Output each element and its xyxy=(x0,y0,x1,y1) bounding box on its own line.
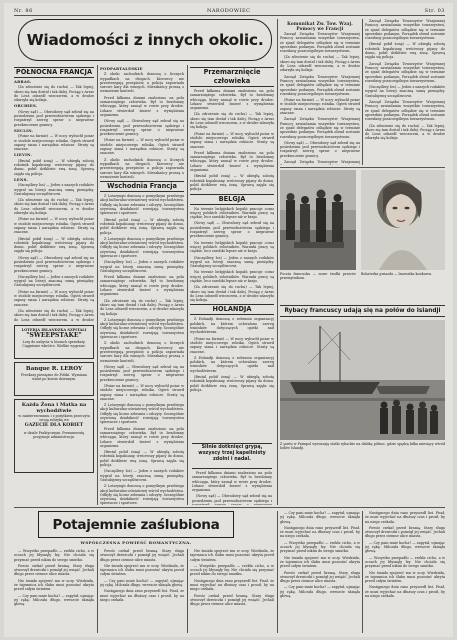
feature-subtitle: WSPÓŁCZESNA POWIEŚĆ ROMANTYCZNA. xyxy=(80,540,192,545)
silnie-body xyxy=(192,471,272,505)
article-text: (Nowy sąd) — Obwodowy sąd zebrał się na posiedzeniu pod przewodnictwem sędziego i rozpatrzył szereg spraw o nieprawne przekroczenie granicy. xyxy=(14,255,94,273)
article-text: (Brutal pobił żonę) — W ubiegłą sobotę robotnik kopalniany, wróciwszy pijany do domu, pobił dotkliwie swą żonę. Sprawą zajęła się policja. xyxy=(365,42,445,60)
header-left: Nr. 86 xyxy=(14,8,33,14)
article-text: Zarząd Związku Towarzystw Wzajemnej Pomocy zawiadamia wszystkie towarzystwa, że zjazd delegatów odbędzie się w terminie uprzednio podanym. Porządek obrad zostanie rozesłany poszczególnym towarzystwom. xyxy=(280,117,360,139)
column-rule xyxy=(362,511,363,633)
article-text: (Nowy sąd) — Obwodowy sąd zebrał się na posiedzeniu pod przewodnictwem sędziego i rozpatrzył szereg spraw o nieprawne przekroczenie granicy. xyxy=(190,221,274,239)
place-name: LIEVIN. xyxy=(14,152,33,158)
photo-customs-officers xyxy=(280,170,356,270)
feature-text: Następnego dnia rano przyszedł list. Pisał, że musi wyjechać na dłuższy czas i prosił, by na niego czekała. xyxy=(280,525,360,539)
article-text: Przed kilkoma dniami znaleziono na polu zamarzniętego człowieka. Był to bezdomny włóczęga, który zasnął w rowie przy drodze. Lekarz stwierdził śmierć z wyziębienia organizmu. xyxy=(190,150,274,173)
photo-portrait xyxy=(361,170,445,270)
article-text: Na terenie belgijskich kopalń pracuje coraz więcej polskich robotników. Warunki pracy są ciężkie, lecz zarobki lepsze niż w kraju. xyxy=(190,206,274,220)
article-text: (Za zdrożenie się do ruchu) — Tak lepiej, skoro się tam dostał i tak dalej. Pociąg z Arras do Lens odszedł wieczorem, a w drodze xyxy=(14,308,94,321)
article-text: Z Holandji donoszą o zebraniu organizacyj polskich, na którem uchwalono szereg wniosków dotyczących opieki nad wychodźstwem. xyxy=(190,355,274,373)
section-title-holandja: HOLANDJA xyxy=(190,304,274,315)
article-text: (Za zdrożenie się do ruchu) — Tak lepiej, skoro się tam dostał i tak dalej. Pociąg z Arras do Lens odszedł wieczorem, a w drodze zdarzyła się kolizja. xyxy=(190,285,274,303)
article-text: (Szczęśliwy los) — Jeden z naszych rodaków wygrał na loterji znaczną sumę pieniędzy. Gratulujemy szczęśliwcowi. xyxy=(14,183,94,196)
article-text: Zarząd Związku Towarzystw Wzajemnej Pomocy zawiadamia wszystkie towarzystwa, że zjazd delegatów odbędzie się w terminie uprzednio podanym. Porządek obrad zostanie rozesłany poszczególnym towarzystwom. xyxy=(280,74,360,96)
caption-photo2 xyxy=(361,272,445,302)
article-text: Zarząd Związku Towarzystw Wzajemnej Pomocy zawiadamia wszystkie towarzystwa, że zjazd delegatów odbędzie się w terminie uprzednio podanym. Porządek obrad zostanie rozesłany poszczególnym towarzystwom. xyxy=(365,61,445,83)
caption-photo3 xyxy=(280,442,445,456)
feature-column-2 xyxy=(100,549,184,633)
column-rule xyxy=(97,65,98,505)
ad-title: Banque R. LEROY xyxy=(25,366,83,372)
ad-top-line: LOTERJA IRLANDZKA SZPITALI xyxy=(21,328,87,332)
article-text: (Brutal pobił żonę) — W ubiegłą sobotę robotnik kopalniany, wróciwszy pijany do domu, pobił dotkliwie swą żonę. Sprawą zajęła się policja. xyxy=(14,158,94,176)
ad-sweepstake xyxy=(14,325,94,359)
feature-text: Następnego dnia rano przyszedł list. Pisał, że musi wyjechać na dłuższy czas i prosił, by na niego czekała. xyxy=(365,511,445,524)
header-center: NARODOWIEC xyxy=(206,8,251,14)
header-right: Str. 03 xyxy=(424,8,445,14)
article-text: (Nowy sąd) — Obwodowy sąd zebrał się na posiedzeniu pod przewodnictwem sędziego i xyxy=(192,494,272,503)
feature-text: Powóz czekał przed bramą. Stary sługa otworzył drzwiczki i pomógł jej wsiąść. Jechali długo przez ciemne ulice miasta. xyxy=(190,593,274,607)
article-text: Z okolic zachodnich donoszą o licznych wypadkach na drogach. Kierowcy nie przestrzegają przepisów, a policja zapowiada surowe kary dla winnych. Mieszkańcy proszą o wzmożenie kontroli. xyxy=(100,157,184,179)
place-name: LENS. xyxy=(14,176,28,182)
feature-text: Powóz czekał przed bramą. Stary sługa otworzył drzwiczki i pomógł jej wsiąść. Jechali długo przez ciemne ulice miasta. xyxy=(14,563,94,577)
photo-fishing-boats xyxy=(280,320,445,440)
article-text: (Pożar na farmie) — W nocy wybuchł pożar w stodole miejscowego rolnika. Ogień strawił zapasy siana i narzędzia rolnicze. Straty są znaczne. xyxy=(14,217,94,235)
caption-photo1 xyxy=(280,272,356,302)
article-text: (Pożar na farmie) — W nocy wybuchł pożar w stodole miejscowego rolnika. Ogień strawił zapasy siana i narzędzia rolnicze. Straty są znaczne. xyxy=(14,134,94,152)
feature-text: — Wszystko przepadło — rzekła cicho, a w oczach jej błysnęły łzy. Nie chciała się przyznać przed nikim do swego smutku. xyxy=(365,555,445,569)
banner-title: Wiadomości z innych okolic. xyxy=(26,31,264,49)
article-text: (Nowy sąd) — Obwodowy sąd zebrał się na posiedzeniu pod przewodnictwem sędziego i rozpatrzył szereg spraw o nieprawne przekroczenie granicy. xyxy=(280,140,360,158)
ad-title: "SWEEPSTAKE" xyxy=(26,332,82,340)
article-text: Z Lotaryngii donoszą o pomyślnym przebiegu akcji kulturalno-oświatowej wśród wychodźstwa. Odbyły się liczne zebrania i odczyty. Szczególnie ożywioną działalność rozwijają towarzystwa śpiewacze i sportowe. xyxy=(100,194,184,216)
ad-lead: Każda Żona i Matka na wychodźtwie xyxy=(21,402,87,414)
feature-text: — Czy pani mnie kocha? — zapytał, ujmując jej rękę. Milczała długo, wreszcie skinęła głową. xyxy=(280,511,360,524)
feature-text: Nie śmiała spojrzeć mu w oczy. Wiedziała, że tajemnica ich ślubu musi pozostać ukryta przed całym światem. xyxy=(280,555,360,569)
article-text: Z Lotaryngii donoszą o pomyślnym przebiegu akcji kulturalno-oświatowej wśród wychodźstwa. Odbyły się liczne zebrania i odczyty. Szczególnie ożywioną działalność rozwijają towarzystwa śpiewacze i sportowe. xyxy=(100,317,184,340)
place-name: ARRAS. xyxy=(14,79,32,84)
article-text: (Szczęśliwy los) — Jeden z naszych rodaków wygrał na loterji znaczną sumę pieniędzy. Gratulujemy szczęśliwcowi. xyxy=(14,274,94,288)
feature-text: Nie śmiała spojrzeć mu w oczy. Wiedziała, że tajemnica ich ślubu musi pozostać ukryta przed całym światem. xyxy=(190,549,274,562)
feature-text: — Wszystko przepadło — rzekła cicho, a w oczach jej błysnęły łzy. Nie chciała się przyznać przed nikim do swego smutku. xyxy=(190,563,274,577)
article-text: Z Lotaryngii donoszą o pomyślnym przebiegu akcji kulturalno-oświatowej wśród wychodźstwa. Odbyły się liczne zebrania i odczyty. Szczególnie ożywioną działalność rozwijają towarzystwa śpiewacze i sportowe. xyxy=(100,403,184,425)
article-text: Z Holandji donoszą o zebraniu organizacyj polskich, na którem uchwalono szereg wniosków dotyczących opieki nad wychodźstwem. xyxy=(190,317,274,335)
ad-after: w dziale Praktycznym. Prenumeratę przyjmuje administracja. xyxy=(23,430,85,439)
article-text: (Szczęśliwy los) — Jeden z naszych rodaków wygrał na loterji znaczną sumę pieniędzy. Gratulujemy szczęśliwcowi. xyxy=(190,255,274,269)
feature-text: Następnego dnia rano przyszedł list. Pisał, że musi wyjechać na dłuższy czas i prosił, by na niego czekała. xyxy=(190,578,274,592)
section-title-przemarznie: Przemarznięcie człowieka xyxy=(190,67,274,87)
feature-text: Następnego dnia rano przyszedł list. Pisał, że musi wyjechać na dłuższy czas i prosił, by na niego czekała. xyxy=(100,589,184,602)
section-title-komunikat: Komunikat Zw. Tow. Wzaj. Pomocy we Francji xyxy=(287,21,353,31)
feature-text: — Czy pani mnie kocha? — zapytał, ujmując jej rękę. Milczała długo, wreszcie skinęła głową. xyxy=(280,585,360,599)
article-text: (Nowy sąd) — Obwodowy sąd zebrał się na posiedzeniu pod przewodnictwem sędziego i rozpatrzył szereg spraw o nieprawne przekroczenie granicy. xyxy=(100,119,184,137)
article-text: Z okolic zachodnich donoszą o licznych wypadkach na drogach. Kierowcy nie przestrzegają przepisów, a policja zapowiada surowe kary dla winnych. Mieszkańcy proszą o wzmożenie kontroli. xyxy=(100,72,184,94)
column-komunikat-a xyxy=(280,19,360,165)
column-rule xyxy=(362,19,363,165)
article-text: (Za zdrożenie się do ruchu) — Tak lepiej, skoro się tam dostał i tak dalej. Pociąg z Arras do Lens odszedł wieczorem, a w drodze zdarzyła się kolizja. xyxy=(190,112,274,130)
section-divider xyxy=(280,167,445,168)
article-text: (Pożar na farmie) — W nocy wybuchł pożar w stodole miejscowego rolnika. Ogień strawił zapasy siana i narzędzia rolnicze. Straty są znaczne. xyxy=(14,289,94,307)
article-text: (Pożar na farmie) — W nocy wybuchł pożar w stodole miejscowego rolnika. Ogień strawił zapasy siana i narzędzia rolnicze. Straty są znaczne. xyxy=(190,336,274,354)
headline-rybacy xyxy=(280,305,445,317)
article-text: Z Lotaryngii donoszą o pomyślnym przebiegu akcji kulturalno-oświatowej wśród wychodźstwa. Odbyły się liczne zebrania i odczyty. Szczególnie ożywioną działalność rozwijają towarzystwa śpiewacze i sportowe. xyxy=(100,484,184,505)
article-text: Przed kilkoma dniami znaleziono na polu zamarzniętego człowieka. Był to bezdomny włóczęga, który zasnął w rowie przy drodze. Lekarz stwierdził śmierć z wyziębienia organizmu. xyxy=(192,471,272,493)
article-text: (Za zdrożenie się do ruchu) — Tak lepiej, skoro się tam dostał i tak dalej. Pociąg z Arras do Lens odszedł wieczorem, a w drodze zdarzyła się kolizja. xyxy=(100,298,184,316)
article-text: Zarząd Związku Towarzystw Wzajemnej Pomocy zawiadamia wszystkie towarzystwa, że zjazd delegatów odbędzie się w terminie uprzednio podanym. Porządek obrad zostanie rozesłany poszczególnym towarzystwom. xyxy=(365,100,445,122)
article-text: (Nowy sąd) — Obwodowy sąd zebrał się na posiedzeniu pod przewodnictwem sędziego i rozpatrzył szereg spraw o nieprawne przekroczenie granicy. xyxy=(14,109,94,127)
section-banner xyxy=(18,19,272,61)
photo-image xyxy=(280,170,356,270)
article-text: (Za zdrożenie się do ruchu) — Tak lepiej, skoro się tam dostał i tak dalej. Pociąg z Arras do Lens odszedł wieczorem, a w drodze zdarzyła się kolizja. xyxy=(365,123,445,141)
article-text: (Brutal pobił żonę) — W ubiegłą sobotę robotnik kopalniany, wróciwszy pijany do domu, pobił dotkliwie swą żonę. Sprawą zajęła się policja. xyxy=(14,236,94,254)
article-text: (Pożar na farmie) — W nocy wybuchł pożar w stodole miejscowego rolnika. Ogień strawił zapasy siana i narzędzia rolnicze. Straty są znaczne. xyxy=(190,131,274,149)
feature-text: Następnego dnia rano przyszedł list. Pisał, że musi wyjechać na dłuższy czas i prosił, by na niego czekała. xyxy=(365,585,445,599)
column-komunikat-b xyxy=(365,19,445,165)
article-text: Przed kilkoma dniami znaleziono na polu zamarzniętego człowieka. Był to bezdomny włóczęga, który zasnął w rowie przy drodze. Lekarz stwierdził śmierć z wyziębienia organizmu. xyxy=(100,275,184,297)
article-text: (Brutal pobił żonę) — W ubiegłą sobotę robotnik kopalniany, wróciwszy pijany do domu, pobił dotkliwie swą żonę. Sprawą zajęła się policja. xyxy=(100,450,184,468)
feature-column-5 xyxy=(365,511,445,633)
article-text: (Brutal pobił żonę) — W ubiegłą sobotę robotnik kopalniany, wróciwszy pijany do domu, pobił dotkliwie swą żonę. Sprawą zajęła się policja. xyxy=(190,174,274,192)
article-text: Przed kilkoma dniami znaleziono na polu zamarzniętego człowieka. Był to bezdomny włóczęga, który zasnął w rowie przy drodze. Lekarz stwierdził śmierć z wyziębienia organizmu. xyxy=(100,95,184,117)
feature-text: — Wszystko przepadło — rzekła cicho, a w oczach jej błysnęły łzy. Nie chciała się przyznać przed nikim do swego smutku. xyxy=(14,549,94,562)
article-text: (Brutal pobił żonę) — W ubiegłą sobotę robotnik kopalniany, wróciwszy pijany do domu, pobił dotkliwie swą żonę. Sprawą zajęła się policja. xyxy=(100,217,184,235)
article-text: (Szczęśliwy los) — Jeden z naszych rodaków wygrał na loterji znaczną sumę pieniędzy. Gratulujemy szczęśliwcowi. xyxy=(100,260,184,273)
feature-text: — Wszystko przepadło — rzekła cicho, a w oczach jej błysnęły łzy. Nie chciała się przyznać przed nikim do swego smutku. xyxy=(280,540,360,554)
article-text: Z Lotaryngii donoszą o pomyślnym przebiegu akcji kulturalno-oświatowej wśród wychodźstwa. Odbyły się liczne zebrania i odczyty. Szczególnie ożywioną działalność rozwijają towarzystwa śpiewacze i sportowe. xyxy=(100,236,184,258)
caption-text: Poczta francuska — nowe środki przeciw przemytnikom. xyxy=(280,272,356,280)
article-text: (Pożar na farmie) — W nocy wybuchł pożar w stodole miejscowego rolnika. Ogień strawił zapasy siana i narzędzia rolnicze. Straty są znaczne. xyxy=(100,138,184,156)
article-text: Zarząd Związku Towarzystw Wzajemnej Pomocy zawiadamia wszystkie towarzystwa, że zjazd delegatów odbędzie się w terminie uprzednio podanym. Porządek obrad zostanie rozesłany poszczególnym towarzystwom. xyxy=(280,32,360,54)
feature-title: Potajemnie zaślubiona xyxy=(52,516,220,533)
article-text: (Pożar na farmie) — W nocy wybuchł pożar w stodole miejscowego rolnika. Ogień strawił zapasy siana i narzędzia rolnicze. Straty są znaczne. xyxy=(100,384,184,401)
feature-column-3 xyxy=(190,549,274,633)
section-title-wschodnia: Wschodnia Francja xyxy=(100,181,184,192)
column-rule xyxy=(277,19,278,505)
photo-image xyxy=(280,320,445,440)
section-title-belgia: BELGJA xyxy=(190,194,274,205)
feature-banner xyxy=(38,511,234,538)
article-text: (Szczęśliwy los) — Jeden z naszych rodaków wygrał na loterji znaczną sumę pieniędzy. Gratulujemy szczęśliwcowi. xyxy=(100,469,184,482)
caption-text: Z portu w Paimpol wyruszają statki rybackie na daleką północ, gdzie spędzą kilka miesięcy wśród lodów Islandji. xyxy=(280,442,445,450)
headline-silnie xyxy=(192,443,272,469)
ad-text: Losy do nabycia w biurach sprzedaży. Ciągnienie wkrótce. Wielkie wygrane. xyxy=(22,340,86,349)
caption-text: Bohaterka gwiazda — laureatka konkursu. xyxy=(361,272,433,276)
ad-gazeta xyxy=(14,399,94,473)
article-text: Zarząd Związku Towarzystw Wzajemnej xyxy=(284,160,360,165)
feature-text: — Czy pani mnie kocha? — zapytał, ujmując jej rękę. Milczała długo, wreszcie skinęła głową. xyxy=(14,593,94,607)
section-divider xyxy=(14,507,445,508)
section-title-polnocna: PÓŁNOCNA FRANCJA xyxy=(15,68,93,76)
place-name: SECLIN. xyxy=(14,127,34,133)
headline-text: Silnie dotknięci grypą, wszyscy trzej kapelinisty zdolni i nadal. xyxy=(198,445,266,462)
newspaper-page xyxy=(4,3,453,637)
feature-text: Nie śmiała spojrzeć mu w oczy. Wiedziała, że tajemnica ich ślubu musi pozostać ukryta przed całym światem. xyxy=(14,578,94,592)
running-header xyxy=(14,7,445,16)
feature-text: Powóz czekał przed bramą. Stary sługa otworzył drzwiczki i pomógł jej wsiąść. Jechali długo przez ciemne ulice miasta. xyxy=(365,525,445,539)
article-text: (Za zdrożenie się do ruchu) — Tak lepiej, skoro się tam dostał i tak dalej. Pociąg z Arras do Lens odszedł wieczorem, a w drodze zdarzyła się kolizja. xyxy=(280,55,360,73)
article-text: (Za zdrożenie się do ruchu) — Tak lepiej, skoro się tam dostał i tak dalej. Pociąg z Arras do Lens odszedł wieczorem, a w drodze zdarzyła się kolizja. xyxy=(14,198,94,216)
column-rule xyxy=(187,65,188,505)
ad-leroy xyxy=(14,362,94,396)
article-text: Przed kilkoma dniami znaleziono na polu zamarzniętego człowieka. Był to bezdomny włóczęga, który zasnął w rowie przy drodze. Lekarz stwierdził śmierć z wyziębienia organizmu. xyxy=(190,89,274,111)
headline-text: Rybacy francuscy udają się na połów do Islandji xyxy=(284,308,441,314)
feature-text: Powóz czekał przed bramą. Stary sługa otworzył drzwiczki i pomógł jej wsiąść. Jechali długo przez ciemne ulice miasta. xyxy=(280,570,360,584)
article-text: Z okolic zachodnich donoszą o licznych wypadkach na drogach. Kierowcy nie przestrzegają przepisów, a policja zapowiada surowe kary dla winnych. Mieszkańcy proszą o wzmożenie kontroli. xyxy=(100,341,184,363)
feature-text: Nie śmiała spojrzeć mu w oczy. Wiedziała, że tajemnica ich ślubu musi pozostać ukryta przed całym światem. xyxy=(365,570,445,584)
feature-text: — Czy pani mnie kocha? — zapytał, ujmując jej rękę. Milczała długo, wreszcie skinęła głową. xyxy=(100,578,184,588)
feature-text: Nie śmiała spojrzeć mu w oczy. Wiedziała, że tajemnica ich ślubu musi pozostać ukryta przed całym światem. xyxy=(100,563,184,577)
section-title-podpartaleskie: PODPARTALESKIE xyxy=(100,66,143,71)
place-name: ORCHIES. xyxy=(14,103,38,109)
column-polnocna xyxy=(14,65,94,321)
column-rule xyxy=(97,549,98,633)
article-text: Na terenie belgijskich kopalń pracuje coraz więcej polskich robotników. Warunki pracy są ciężkie, lecz zarobki lepsze niż w kraju. xyxy=(190,240,274,254)
feature-text: — Czy pani mnie kocha? — zapytał, ujmując jej rękę. Milczała długo, wreszcie skinęła głową. xyxy=(365,540,445,554)
ad-text: Przekazy pieniężne do Polski. Wymiana walut po kursie dziennym. xyxy=(21,373,87,382)
article-text: (Szczęśliwy los) — Jeden z naszych rodaków wygrał na loterji znaczną sumę pieniędzy. Gratulujemy szczęśliwcowi. xyxy=(365,85,445,98)
article-text: Przed kilkoma dniami znaleziono na polu zamarzniętego człowieka. Był to bezdomny włóczęga, który zasnął w rowie przy drodze. Lekarz stwierdził śmierć z wyziębienia organizmu. xyxy=(100,426,184,448)
column-two xyxy=(100,65,184,505)
article-text: (Nowy sąd) — Obwodowy sąd zebrał się na posiedzeniu pod przewodnictwem sędziego i rozpatrzył szereg spraw o nieprawne przekroczenie granicy. xyxy=(100,364,184,382)
feature-column-4 xyxy=(280,511,360,633)
ad-body: w zainteresowaniu i z pożytkiem przeczyta swoją rubrykę we xyxy=(18,414,90,423)
column-rule xyxy=(277,511,278,633)
column-rule xyxy=(187,549,188,633)
column-three xyxy=(190,65,274,505)
article-text: Na terenie belgijskich kopalń pracuje coraz więcej polskich robotników. Warunki pracy są ciężkie, lecz zarobki lepsze niż w kraju. xyxy=(190,270,274,283)
article-text: (Za zdrożenie się do ruchu) — Tak lepiej, skoro się tam dostał i tak dalej. Pociąg z Arras do Lens odszedł wieczorem, a w drodze zdarzyła się kolizja. xyxy=(14,85,94,103)
article-text: (Brutal pobił żonę) — W ubiegłą sobotę robotnik kopalniany, wróciwszy pijany do domu, pobił dotkliwie swą żonę. Sprawą zajęła się policja. xyxy=(190,375,274,392)
feature-column-1 xyxy=(14,549,94,633)
photo-image xyxy=(361,170,445,270)
feature-text: Powóz czekał przed bramą. Stary sługa otworzył drzwiczki i pomógł jej wsiąść. Jechali długo przez ciemne ulice miasta. xyxy=(100,549,184,562)
article-text: Zarząd Związku Towarzystw Wzajemnej Pomocy zawiadamia wszystkie towarzystwa, że zjazd delegatów odbędzie się w terminie uprzednio podanym. Porządek obrad zostanie rozesłany poszczególnym towarzystwom. xyxy=(365,19,445,41)
ad-title: GAZECIE DLA KOBIET xyxy=(24,423,84,429)
article-text: (Pożar na farmie) — W nocy wybuchł pożar w stodole miejscowego rolnika. Ogień strawił zapasy siana i narzędzia rolnicze. Straty są znaczne. xyxy=(280,98,360,116)
